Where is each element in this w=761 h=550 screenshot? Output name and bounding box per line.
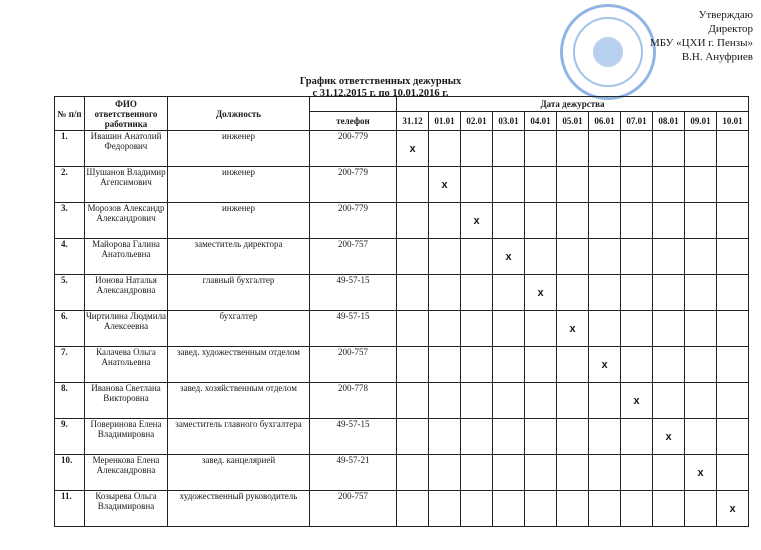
duty-cell (685, 167, 717, 203)
duty-cell (525, 383, 557, 419)
duty-cell (685, 131, 717, 167)
row-number: 11. (55, 491, 85, 527)
employee-phone: 49-57-15 (310, 311, 397, 347)
duty-cell (589, 275, 621, 311)
duty-cell (653, 239, 685, 275)
header-num: № п/п (55, 97, 85, 131)
duty-cell (493, 275, 525, 311)
duty-cell (429, 239, 461, 275)
duty-cell (461, 311, 493, 347)
duty-cell (557, 131, 589, 167)
duty-cell (429, 311, 461, 347)
row-number: 10. (55, 455, 85, 491)
employee-phone: 200-757 (310, 491, 397, 527)
duty-cell (621, 239, 653, 275)
duty-cell (525, 419, 557, 455)
duty-cell (557, 455, 589, 491)
duty-cell: х (397, 131, 429, 167)
duty-cell (493, 419, 525, 455)
duty-cell (493, 491, 525, 527)
duty-cell (685, 203, 717, 239)
employee-name: Чиртилина Людмила Алексеевна (85, 311, 168, 347)
duty-cell (397, 491, 429, 527)
header-date: 01.01 (429, 112, 461, 131)
header-date: 05.01 (557, 112, 589, 131)
approval-line: В.Н. Ануфриев (681, 51, 753, 63)
duty-cell (397, 383, 429, 419)
duty-cell (525, 203, 557, 239)
row-number: 9. (55, 419, 85, 455)
employee-phone: 49-57-15 (310, 275, 397, 311)
row-number: 1. (55, 131, 85, 167)
duty-cell (717, 455, 749, 491)
duty-cell (493, 383, 525, 419)
table-row (55, 167, 749, 203)
duty-cell (653, 455, 685, 491)
duty-cell (397, 455, 429, 491)
employee-phone: 200-757 (310, 347, 397, 383)
duty-cell (557, 275, 589, 311)
duty-cell (461, 383, 493, 419)
duty-cell (461, 275, 493, 311)
employee-name: Шушанов Владимир Агепсимович (85, 167, 168, 203)
duty-cell (589, 491, 621, 527)
duty-cell (429, 491, 461, 527)
employee-phone: 200-778 (310, 383, 397, 419)
duty-cell (717, 131, 749, 167)
title-line: График ответственных дежурных (299, 76, 462, 87)
employee-position: художественный руководитель (168, 491, 310, 527)
duty-cell (717, 239, 749, 275)
table-row (55, 203, 749, 239)
row-number: 6. (55, 311, 85, 347)
duty-cell (685, 419, 717, 455)
duty-cell (493, 203, 525, 239)
duty-cell (493, 167, 525, 203)
employee-position: инженер (168, 131, 310, 167)
duty-cell (717, 383, 749, 419)
duty-cell (429, 347, 461, 383)
employee-position: заместитель директора (168, 239, 310, 275)
row-number: 5. (55, 275, 85, 311)
approval-line: Утверждаю (698, 9, 753, 21)
row-number: 2. (55, 167, 85, 203)
duty-cell (717, 419, 749, 455)
duty-cell (461, 167, 493, 203)
duty-cell (621, 275, 653, 311)
duty-cell (621, 311, 653, 347)
duty-cell (685, 491, 717, 527)
duty-cell (397, 203, 429, 239)
duty-cell (557, 419, 589, 455)
header-date: 10.01 (717, 112, 749, 131)
employee-position: инженер (168, 167, 310, 203)
employee-position: главный бухгалтер (168, 275, 310, 311)
employee-name: Морозов Александр Александрович (85, 203, 168, 239)
duty-cell (557, 383, 589, 419)
employee-position: завед. художественным отделом (168, 347, 310, 383)
table-row (55, 347, 749, 383)
duty-cell (557, 167, 589, 203)
duty-cell: х (429, 167, 461, 203)
table-row (55, 131, 749, 167)
duty-cell (557, 347, 589, 383)
duty-cell (557, 239, 589, 275)
duty-cell (589, 455, 621, 491)
duty-cell (461, 239, 493, 275)
duty-cell (653, 167, 685, 203)
header-duty-date: Дата дежурства (397, 97, 749, 112)
employee-position: бухгалтер (168, 311, 310, 347)
table-row (55, 455, 749, 491)
employee-name: Майорова Галина Анатольевна (85, 239, 168, 275)
duty-cell (525, 131, 557, 167)
duty-cell (589, 419, 621, 455)
employee-phone: 200-779 (310, 167, 397, 203)
employee-phone: 200-757 (310, 239, 397, 275)
duty-cell (429, 275, 461, 311)
row-number: 7. (55, 347, 85, 383)
duty-cell (717, 347, 749, 383)
table-row (55, 311, 749, 347)
duty-cell (525, 311, 557, 347)
duty-cell (429, 131, 461, 167)
duty-cell (653, 311, 685, 347)
duty-cell (525, 239, 557, 275)
duty-cell (621, 131, 653, 167)
duty-cell (397, 311, 429, 347)
duty-cell (717, 275, 749, 311)
employee-name: Ионова Наталья Александровна (85, 275, 168, 311)
duty-cell (557, 491, 589, 527)
duty-cell (653, 275, 685, 311)
header-date: 04.01 (525, 112, 557, 131)
duty-cell (621, 203, 653, 239)
duty-cell (429, 419, 461, 455)
duty-cell (429, 383, 461, 419)
duty-cell (397, 347, 429, 383)
duty-cell (557, 203, 589, 239)
duty-cell (461, 419, 493, 455)
duty-cell (685, 347, 717, 383)
duty-cell: х (717, 491, 749, 527)
table-row (55, 239, 749, 275)
duty-cell (589, 131, 621, 167)
approval-line: МБУ «ЦХИ г. Пензы» (649, 37, 753, 49)
duty-cell (397, 275, 429, 311)
employee-phone: 49-57-21 (310, 455, 397, 491)
duty-cell (429, 203, 461, 239)
duty-cell (653, 383, 685, 419)
header-phone: телефон (310, 112, 397, 131)
duty-cell (493, 455, 525, 491)
duty-cell (685, 239, 717, 275)
row-number: 4. (55, 239, 85, 275)
duty-cell (525, 455, 557, 491)
duty-cell (493, 131, 525, 167)
duty-cell (621, 455, 653, 491)
table-row (55, 419, 749, 455)
header-date: 09.01 (685, 112, 717, 131)
duty-cell (589, 203, 621, 239)
header-date: 08.01 (653, 112, 685, 131)
duty-cell (525, 347, 557, 383)
duty-cell (621, 491, 653, 527)
duty-cell (653, 131, 685, 167)
duty-cell (589, 311, 621, 347)
duty-cell (525, 491, 557, 527)
duty-cell (397, 419, 429, 455)
duty-cell (589, 383, 621, 419)
duty-cell (685, 383, 717, 419)
duty-cell: х (685, 455, 717, 491)
duty-cell (525, 167, 557, 203)
employee-name: Козырева Ольга Владимировна (85, 491, 168, 527)
duty-cell (461, 491, 493, 527)
approval-block (650, 8, 753, 64)
duty-cell: х (493, 239, 525, 275)
duty-cell: х (461, 203, 493, 239)
duty-cell (685, 275, 717, 311)
duty-cell: х (653, 419, 685, 455)
header-phone-spacer (310, 97, 397, 112)
header-date: 06.01 (589, 112, 621, 131)
duty-cell (621, 419, 653, 455)
duty-cell (717, 311, 749, 347)
duty-cell: х (557, 311, 589, 347)
employee-position: завед. хозяйственным отделом (168, 383, 310, 419)
duty-cell (717, 167, 749, 203)
header-date: 03.01 (493, 112, 525, 131)
employee-phone: 200-779 (310, 203, 397, 239)
duty-cell (685, 311, 717, 347)
duty-cell: х (621, 383, 653, 419)
table-row (55, 383, 749, 419)
duty-cell: х (525, 275, 557, 311)
duty-cell (461, 455, 493, 491)
employee-position: инженер (168, 203, 310, 239)
employee-position: завед. канцелярией (168, 455, 310, 491)
header-position: Должность (168, 97, 310, 131)
employee-name: Поверинова Елена Владимировна (85, 419, 168, 455)
duty-cell (397, 239, 429, 275)
duty-cell (653, 203, 685, 239)
duty-cell (429, 455, 461, 491)
employee-name: Ивашин Анатолий Федорович (85, 131, 168, 167)
duty-cell (397, 167, 429, 203)
row-number: 8. (55, 383, 85, 419)
header-date: 07.01 (621, 112, 653, 131)
duty-cell (461, 131, 493, 167)
employee-name: Иванова Светлана Викторовна (85, 383, 168, 419)
duty-cell (461, 347, 493, 383)
row-number: 3. (55, 203, 85, 239)
duty-schedule-table (54, 96, 749, 527)
duty-cell (717, 203, 749, 239)
duty-cell (589, 239, 621, 275)
duty-cell (493, 311, 525, 347)
header-fio: ФИО ответственного работника (85, 97, 168, 131)
duty-cell: х (589, 347, 621, 383)
title-line: с 31.12.2015 г. по 10.01.2016 г. (312, 88, 449, 99)
duty-cell (653, 347, 685, 383)
table-row (55, 491, 749, 527)
duty-cell (653, 491, 685, 527)
employee-phone: 49-57-15 (310, 419, 397, 455)
employee-position: заместитель главного бухгалтера (168, 419, 310, 455)
employee-name: Калачева Ольга Анатольевна (85, 347, 168, 383)
table-row (55, 275, 749, 311)
duty-cell (493, 347, 525, 383)
employee-phone: 200-779 (310, 131, 397, 167)
employee-name: Меренкова Елена Александровна (85, 455, 168, 491)
approval-line: Директор (708, 23, 753, 35)
duty-cell (621, 347, 653, 383)
duty-cell (621, 167, 653, 203)
header-date: 31.12 (397, 112, 429, 131)
header-date: 02.01 (461, 112, 493, 131)
duty-cell (589, 167, 621, 203)
